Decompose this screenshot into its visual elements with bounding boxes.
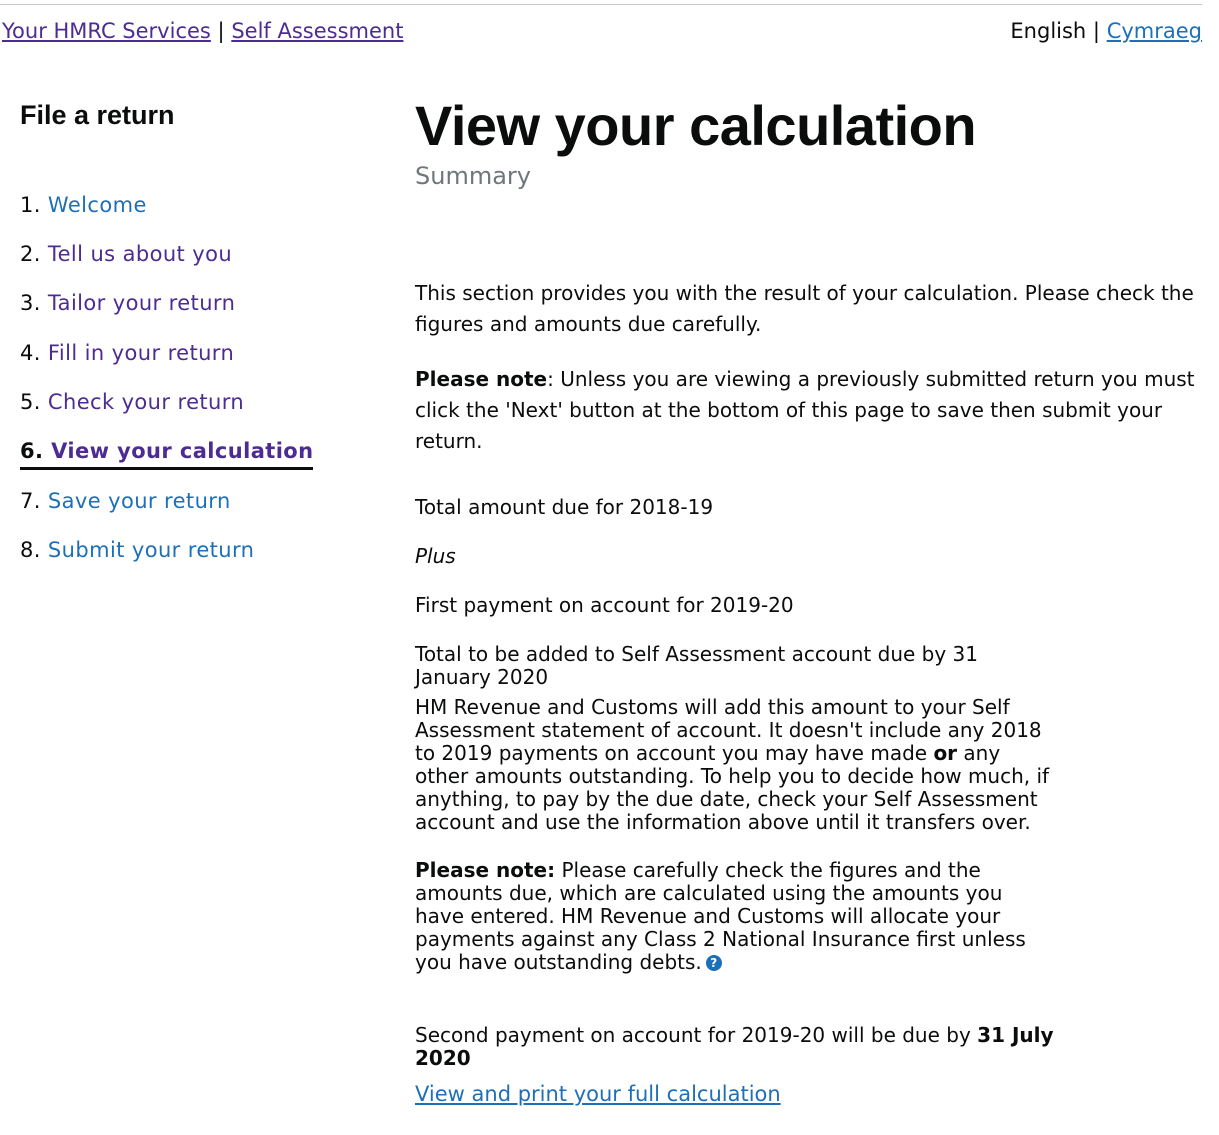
note-next-button [415,364,1205,457]
language-cymraeg-link[interactable]: Cymraeg [1106,19,1202,43]
step-view-your-calculation[interactable] [20,437,313,470]
step-fill-in-your-return[interactable] [20,339,234,367]
side-navigation [20,96,360,562]
language-separator: | [1092,19,1100,43]
step-label[interactable]: Check your return [47,390,245,414]
step-number: 3. [20,291,41,315]
plus-label: Plus [415,544,456,568]
step-label[interactable]: Submit your return [47,538,255,562]
second-payment-text: Second payment on account for 2019-20 will be due by [415,1023,978,1047]
step-welcome[interactable] [20,191,147,219]
total-due-label: Total amount due for 2018-19 [415,495,714,519]
total-added-label: Total to be added to Self Assessment account due by 31 January 2020 [415,642,978,689]
note-text: : Unless you are viewing a previously submitted return you must click the 'Next' button at the bottom of this page to save then submit your return. [415,367,1195,453]
step-number: 2. [20,242,41,266]
intro-text: This section provides you with the result of your calculation. Please check the figures and amounts due carefully. [415,281,1194,336]
sidenav-title: File a return [20,100,175,130]
hmrc-services-link[interactable]: Your HMRC Services [2,19,211,43]
step-label[interactable]: Welcome [47,193,147,217]
note-allocation [415,859,1035,974]
step-number: 8. [20,538,41,562]
view-full-calculation-link[interactable]: View and print your full calculation [415,1082,781,1106]
language-current: English [1010,19,1087,43]
step-number: 1. [20,193,41,217]
step-label[interactable]: Fill in your return [47,341,235,365]
self-assessment-link[interactable]: Self Assessment [231,19,404,43]
main-content [415,92,1205,1106]
step-label[interactable]: View your calculation [51,439,314,463]
hmrc-text-part1: HM Revenue and Customs will add this amount to your Self Assessment statement of account. It doesn't include any 2018 to 2019 payments on account you may have made [415,695,1042,765]
step-check-your-return[interactable] [20,388,244,416]
hmrc-explanation [415,696,1055,834]
page-title: View your calculation [415,94,977,157]
step-number: 7. [20,489,41,513]
first-payment-label: First payment on account for 2019-20 [415,593,794,617]
step-number: 5. [20,390,41,414]
note2-label: Please note: [415,858,556,882]
step-label[interactable]: Tell us about you [47,242,233,266]
hmrc-text-part2: any other amounts outstanding. To help you to decide how much, if anything, to pay by the due date, check your Self Assessment account and use the information above until it transfers over. [415,741,1050,834]
second-payment-info [415,1024,1055,1070]
note-label: Please note [415,367,548,391]
step-tailor-your-return[interactable] [20,289,235,317]
page-subtitle: Summary [415,162,531,190]
step-number: 6. [20,439,44,463]
breadcrumb [2,17,403,45]
note2-text: Please carefully check the figures and the amounts due, which are calculated using the amounts you have entered. HM Revenue and Customs will allocate your payments against any Class 2 National Insurance first unless you have outstanding debts. [415,858,1026,974]
step-label[interactable]: Save your return [47,489,231,513]
step-submit-your-return[interactable] [20,536,254,564]
help-icon[interactable]: ? [706,955,722,971]
top-bar [2,17,1202,47]
step-label[interactable]: Tailor your return [47,291,236,315]
hmrc-or: or [933,741,958,765]
top-divider [0,4,1202,5]
step-number: 4. [20,341,41,365]
language-switcher [1010,17,1202,45]
breadcrumb-separator: | [217,19,225,43]
second-payment-date: 31 July 2020 [415,1023,1054,1070]
step-tell-us-about-you[interactable] [20,240,232,268]
step-save-your-return[interactable] [20,487,231,515]
